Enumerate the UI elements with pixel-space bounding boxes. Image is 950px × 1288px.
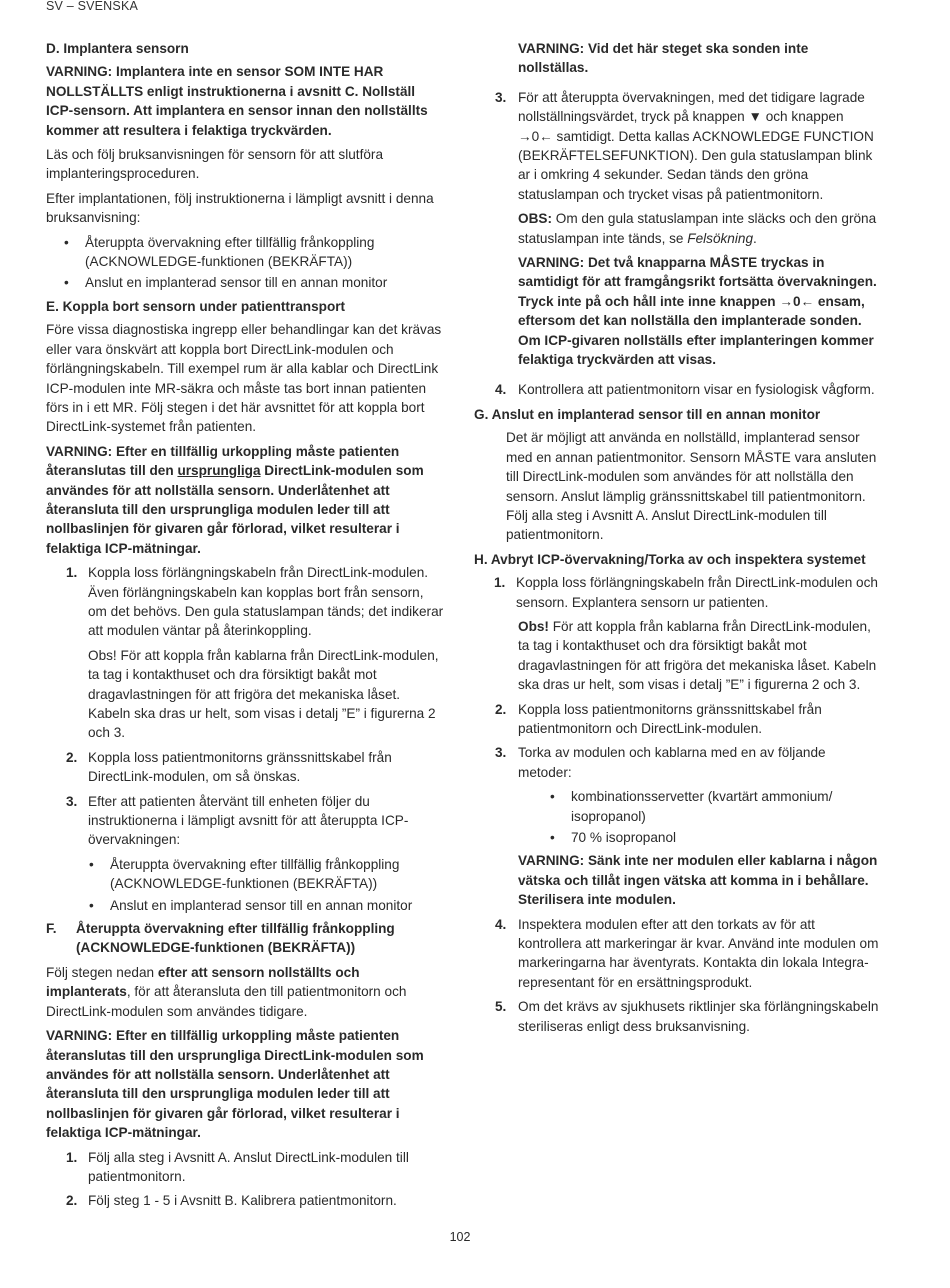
step-text: Kontrollera att patientmonitorn visar en fysiologisk vågform. [518,381,875,397]
section-f-step-3 [474,88,879,204]
section-e-title: E. Koppla bort sensorn under patienttransport [46,298,346,314]
list-item: • Anslut en implanterad sensor till en annan monitor [89,896,446,915]
section-f-title [46,919,446,958]
section-e-warning [46,442,446,558]
section-f-step-2 [46,1191,446,1210]
section-h-bullet-list [474,787,879,847]
step-text: För att återuppta övervakningen, med det tidigare lagrade nollställningsvärdet, tryck på knappen ▼ och knappen →0← samtidigt. Detta kallas ACKNOWLEDGE FUNCTION (BEKRÄFTELSEFUNKTION). Den gula statuslampan blink ar i omkring 4 sekunder. Sedan tänds den gröna statuslampan och trycket visas på patientmonitorn. [518,89,874,202]
warning-no-zero: VARNING: Vid det här steget ska sonden inte nollställas. [518,41,809,76]
obs-label: Obs! [518,618,549,634]
obs-note [474,209,879,248]
section-f-step-1 [46,1148,446,1187]
step-number: 3. [66,793,78,809]
list-item: • Anslut en implanterad sensor till en annan monitor [64,273,446,292]
step-number: 2. [66,749,78,765]
section-d-title: D. Implantera sensorn [46,41,189,56]
section-e-step-3 [46,792,446,850]
list-item: • 70 % isopropanol [550,828,879,847]
step-text: Följ alla steg i Avsnitt A. Anslut DirectLink-modulen till patientmonitorn. [88,1149,409,1184]
step-text: Om det krävs av sjukhusets riktlinjer ska förlängningskabeln steriliseras enligt dess bruksanvisning. [518,999,879,1034]
section-f-warning: VARNING: Efter en tillfällig urkoppling måste patienten återanslutas till den ursprungliga DirectLink-modulen som användes för att nollställa sensorn. Underlåtenhet att återansluta till den ursprungliga modulen leder till att nollbaslinjen för givaren går förlorad, vilket resulterar i felaktiga ICP-mätningar. [46,1028,424,1141]
step-text: Efter att patienten återvänt till enheten följer du instruktionerna i lämpligt avsnitt för att återuppta ICP-övervakningen: [88,793,409,848]
section-h-step-5 [474,997,879,1036]
section-d-bullet-list [46,233,446,293]
section-h-obs-note [474,617,879,695]
step-number: 3. [495,89,507,105]
step-number: 4. [495,381,507,397]
step-number: 5. [495,999,507,1015]
step-number: 1. [66,565,78,581]
right-column [474,39,879,1041]
warning-text-b: DirectLink-modulen som användes för att nollställa sensorn. Underlåtenhet att återansluta till den ursprungliga modulen leder till att nollbaslinjen för givaren går förlorad, vilket resulterar i felaktiga ICP-mätningar. [46,463,424,556]
obs-text: Om den gula statuslampan inte släcks och den gröna statuslampan inte tänds, se [518,211,877,246]
section-e-step-1 [46,563,446,641]
list-item: • Återuppta övervakning efter tillfällig frånkoppling (ACKNOWLEDGE-funktionen (BEKRÄFTA)) [64,233,446,272]
section-d-warning: VARNING: Implantera inte en sensor SOM INTE HAR NOLLSTÄLLTS enligt instruktionerna i avsnitt C. Nollställ ICP-sensorn. Att implantera en sensor innan den nollställts kommer att resultera i felaktiga tryckvärden. [46,64,428,138]
section-d-paragraph-2: Efter implantationen, följ instruktionerna i lämpligt avsnitt i denna bruksanvisning: [46,190,434,226]
language-header: SV – SVENSKA [46,0,139,13]
paragraph-bold-text: efter att sensorn nollställts och implanterats [46,964,360,1000]
section-g-paragraph: Det är möjligt att använda en nollställd, implanterad sensor med en annan patientmonitor. Sensorn MÅSTE vara ansluten till DirectLink-modulen som användes för att nollställa den sensorn. Anslut lämplig gränssnittskabel till patientmonitorn. Följ alla steg i Avsnitt A. Anslut DirectLink-modulen till patientmonitorn. [506,430,877,543]
step-text: Inspektera modulen efter att den torkats av för att kontrollera att markeringar är kvar. Använd inte modulen om markeringarna har äventyrats. Kontakta din lokala Integra-representant för en ersättningsprodukt. [518,916,879,990]
section-d-paragraph-1: Läs och följ bruksanvisningen för sensorn för att slutföra implanteringsproceduren. [46,147,384,182]
section-h-step-2 [474,700,879,739]
obs-text: . [753,230,757,246]
section-h-warning: VARNING: Sänk inte ner modulen eller kablarna i någon vätska och tillåt ingen vätska att komma in i behållare. Sterilisera inte modulen. [518,853,878,908]
warning-underlined-word: ursprungliga [177,463,261,479]
section-e-paragraph: Före vissa diagnostiska ingrepp eller behandlingar kan det krävas eller vara önskvärt att koppla bort DirectLink-modulen och förlängningskabeln. Till exempel rum är alla kablar och DirectLink ICP-modulen inte MR-säkra och måste tas bort innan patienten förs in i ett MR. Följ stegen i det här avsnittet för att koppla bort DirectLink-systemet från patienten. [46,322,442,435]
step-text: Koppla loss förlängningskabeln från DirectLink-modulen. Även förlängningskabeln kan kopplas bort från sensorn, om det behövs. Den gula statuslampan tänds; det indikerar att modulen väntar på återinkoppling. [88,565,444,639]
list-item: • Återuppta övervakning efter tillfällig frånkoppling (ACKNOWLEDGE-funktionen (BEKRÄFTA)) [89,855,446,894]
page-number: 102 [449,1230,471,1244]
step-number: 1. [66,1149,78,1165]
step-text: Koppla loss patientmonitorns gränssnittskabel från patientmonitorn och DirectLink-modulen. [518,701,822,736]
section-f-title-text: Återuppta övervakning efter tillfällig frånkoppling (ACKNOWLEDGE-funktionen (BEKRÄFTA)) [76,921,395,956]
section-e-obs-note: Obs! För att koppla från kablarna från DirectLink-modulen, ta tag i kontakthuset och dra försiktigt bakåt mot dragavlastningen för att frigöra det mekaniska låset. Kabeln ska dras ur helt, som visas i detalj ”E” i figurerna 2 och 3. [88,647,439,741]
section-e-step-2 [46,748,446,787]
obs-link-text: Felsökning [687,230,754,246]
step-number: 4. [495,916,507,932]
list-item: • kombinationsservetter (kvartärt ammonium/ isopropanol) [550,787,879,826]
step-number: 2. [66,1193,78,1209]
warning-text-a: VARNING: Efter en tillfällig urkoppling måste patienten återanslutas till den [46,443,400,479]
obs-text: För att koppla från kablarna från DirectLink-modulen, ta tag i kontakthuset och dra försiktigt bakåt mot dragavlastningen för att frigöra det mekaniska låset. Kabeln ska dras ur helt, som visas i detalj ”E” i figurerna 2 och 3. [518,618,877,693]
paragraph-text: , för att återansluta den till patientmonitorn och DirectLink-modulen som användes tidigare. [46,984,407,1019]
step-text: Koppla loss förlängningskabeln från DirectLink-modulen och sensorn. Explantera sensorn ur patienten. [516,575,878,610]
step-text: Torka av modulen och kablarna med en av följande metoder: [518,745,826,780]
warning-buttons: VARNING: Det två knapparna MÅSTE tryckas in samtidigt för att framgångsrikt fortsätta övervakningen. Tryck inte på och håll inte inne knappen →0← ensam, eftersom det kan nollställa den implanterade sonden. Om ICP-givaren nollställs efter implanteringen kommer felaktiga tryckvärden att visas. [518,255,877,368]
paragraph-text: Följ stegen nedan [46,964,158,980]
section-h-step-4 [474,915,879,993]
step-text: Följ steg 1 - 5 i Avsnitt B. Kalibrera patientmonitorn. [88,1193,397,1209]
section-f-paragraph [46,963,446,1021]
left-column [46,39,446,1216]
section-h-step-3 [474,743,879,782]
step-number: 1. [494,575,506,591]
section-h-step-1 [474,573,879,612]
step-number: 3. [495,745,507,761]
step-number: 2. [495,701,507,717]
section-h-title: H. Avbryt ICP-övervakning/Torka av och inspektera systemet [474,551,866,567]
section-f-step-4 [474,380,879,399]
section-g-title: G. Anslut en implanterad sensor till en annan monitor [474,406,821,422]
step-text: Koppla loss patientmonitorns gränssnittskabel från DirectLink-modulen, om så önskas. [88,749,392,785]
obs-label: OBS: [518,211,552,227]
section-f-label: F. [46,921,57,937]
section-e-bullet-list [46,855,446,915]
